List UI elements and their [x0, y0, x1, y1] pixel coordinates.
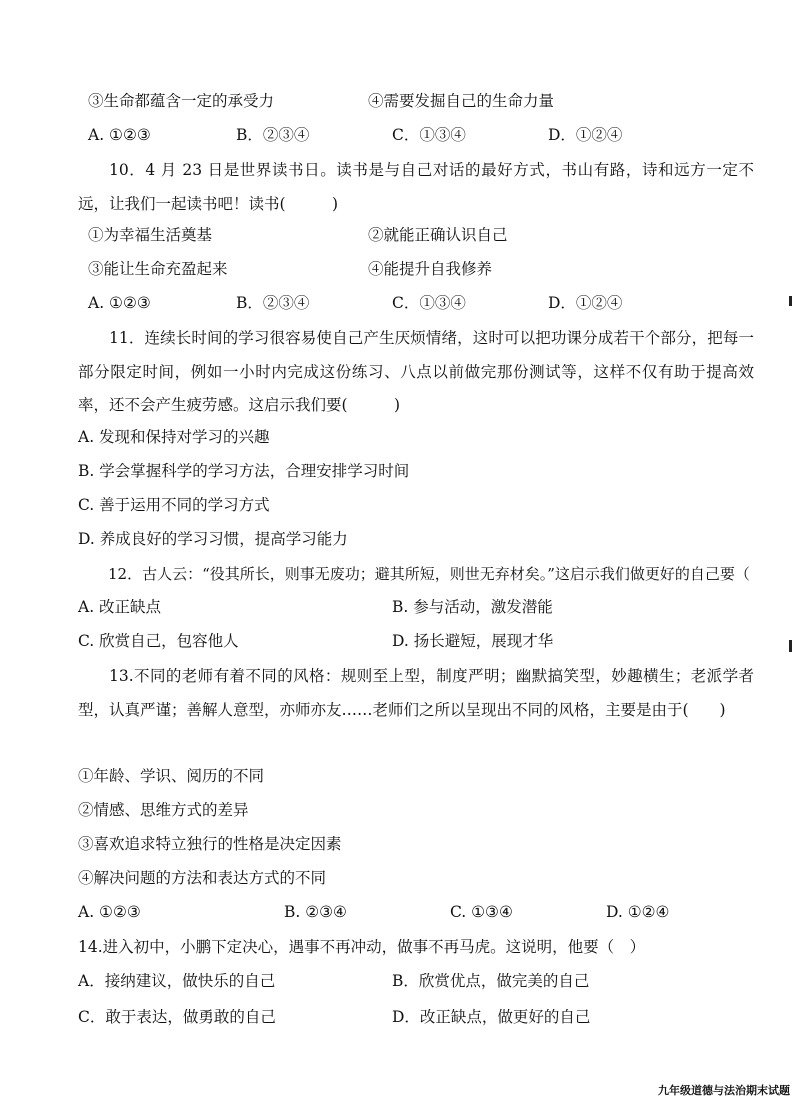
- q13-choice-c: C. ①③④: [450, 903, 513, 921]
- q14-choice-c: C．敢于表达，做勇敢的自己: [78, 1008, 276, 1026]
- q13-stem: 13.不同的老师有着不同的风格：规则至上型，制度严明；幽默搞笑型，妙趣横生；老派学者型，认真严谨；善解人意型，亦师亦友……老师们之所以呈现出不同的风格，主要是由于( ): [78, 667, 754, 719]
- q9-choice-a: A. ①②③: [88, 126, 151, 144]
- q10-option-4: ④能提升自我修养: [368, 260, 493, 278]
- q11-choice-b: B. 学会掌握科学的学习方法，合理安排学习时间: [78, 462, 410, 480]
- q10-choice-d: D．①②④: [548, 294, 623, 312]
- q13-choice-d: D. ①②④: [606, 903, 670, 921]
- q9-option-3: ③生命都蕴含一定的承受力: [88, 92, 275, 110]
- q9-choice-c: C．①③④: [392, 126, 466, 144]
- q10-choice-b: B．②③④: [236, 294, 310, 312]
- q10-option-2: ②就能正确认识自己: [368, 226, 508, 244]
- q12-choice-b: B. 参与活动，激发潜能: [392, 598, 553, 616]
- q12-choice-a: A. 改正缺点: [78, 598, 162, 616]
- q13-option-3: ③喜欢追求特立独行的性格是决定因素: [78, 835, 342, 853]
- q11-choice-a: A. 发现和保持对学习的兴趣: [78, 428, 270, 446]
- q14-stem: 14.进入初中，小鹏下定决心，遇事不再冲动，做事不再马虎。这说明，他要（ ）: [78, 938, 646, 956]
- q10-option-1: ①为幸福生活奠基: [88, 226, 213, 244]
- q14-choice-d: D．改正缺点，做更好的自己: [392, 1008, 591, 1026]
- q10-option-3: ③能让生命充盈起来: [88, 260, 228, 278]
- q11-stem: 11．连续长时间的学习很容易使自己产生厌烦情绪，这时可以把功课分成若干个部分，把每一部分限定时间，例如一小时内完成这份练习、八点以前做完那份测试等，这样不仅有助于提高效率，还不会产生疲劳感。这启示我们要( ): [78, 329, 754, 414]
- q13-option-2: ②情感、思维方式的差异: [78, 801, 249, 819]
- q9-choice-b: B．②③④: [236, 126, 310, 144]
- q14-choice-a: A．接纳建议，做快乐的自己: [78, 972, 276, 990]
- q11-choice-d: D. 养成良好的学习习惯，提高学习能力: [78, 530, 348, 548]
- q10-stem: 10．4 月 23 日是世界读书日。读书是与自己对话的最好方式，书山有路，诗和远方一定不远，让我们一起读书吧！读书( ): [78, 161, 754, 213]
- page-footer: 九年级道德与法治期末试题: [658, 1084, 790, 1097]
- scan-edge-mark: [789, 296, 792, 306]
- q13-option-4: ④解决问题的方法和表达方式的不同: [78, 869, 327, 887]
- q12-choice-c: C. 欣赏自己，包容他人: [78, 632, 239, 650]
- q13-choice-b: B. ②③④: [284, 903, 347, 921]
- q9-choice-d: D．①②④: [548, 126, 623, 144]
- q9-option-4: ④需要发掘自己的生命力量: [368, 92, 555, 110]
- q13-choice-a: A. ①②③: [78, 903, 141, 921]
- q13-option-1: ①年龄、学识、阅历的不同: [78, 767, 265, 785]
- scan-edge-mark: [789, 640, 792, 652]
- q10-choice-c: C．①③④: [392, 294, 466, 312]
- q12-stem: 12．古人云：“役其所长，则事无废功；避其所短，则世无弃材矣。”这启示我们做更好的自己要（: [108, 565, 750, 583]
- q10-choice-a: A. ①②③: [88, 294, 151, 312]
- q12-choice-d: D. 扬长避短，展现才华: [392, 632, 554, 650]
- q11-choice-c: C. 善于运用不同的学习方式: [78, 496, 270, 514]
- q14-choice-b: B．欣赏优点，做完美的自己: [392, 972, 590, 990]
